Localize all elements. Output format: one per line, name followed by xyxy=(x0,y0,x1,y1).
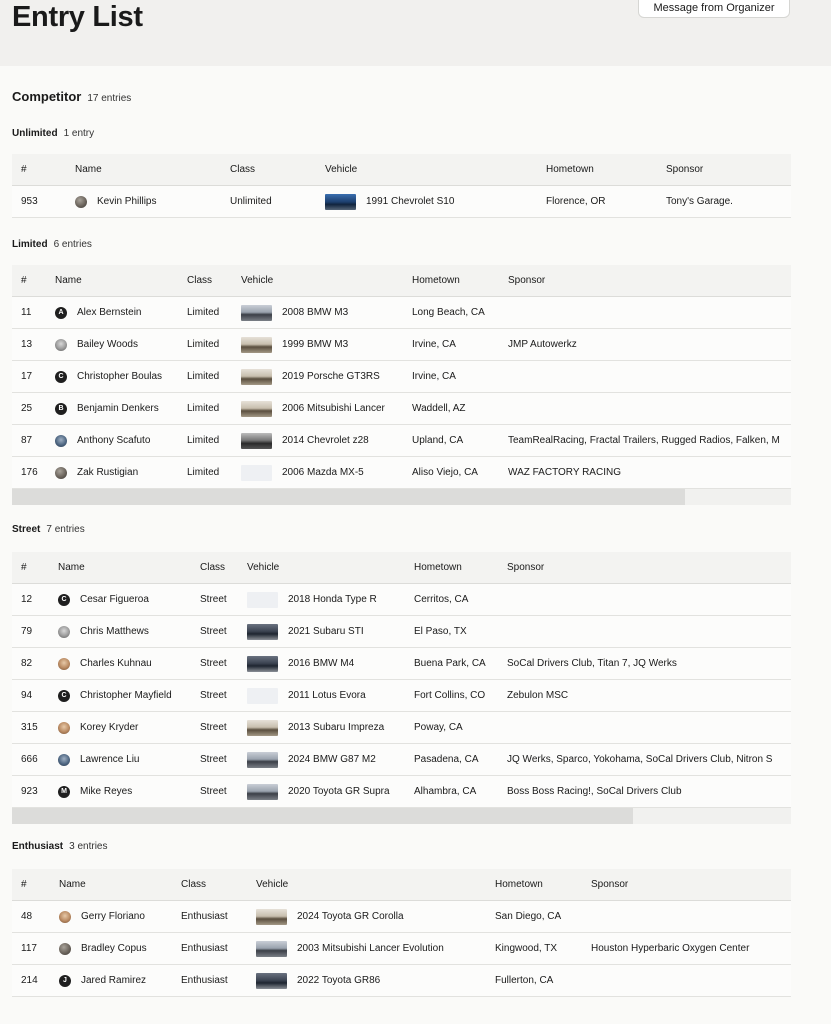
avatar xyxy=(75,196,87,208)
hometown: Kingwood, TX xyxy=(495,943,558,954)
section-count: 7 entries xyxy=(46,524,85,535)
vehicle-cell xyxy=(241,425,369,456)
table-row[interactable] xyxy=(12,393,791,425)
section-title xyxy=(12,841,107,852)
table-row[interactable] xyxy=(12,297,791,329)
entry-number: 214 xyxy=(21,975,38,986)
hometown: Fullerton, CA xyxy=(495,975,554,986)
driver-name[interactable]: Gerry Floriano xyxy=(81,911,145,922)
driver-name-cell[interactable] xyxy=(55,425,150,456)
hometown: Florence, OR xyxy=(546,196,606,207)
sponsor: Tony's Garage. xyxy=(666,196,733,207)
hometown: Alhambra, CA xyxy=(414,786,477,797)
entry-class: Limited xyxy=(187,467,220,478)
table-header xyxy=(12,265,791,297)
driver-name-cell[interactable] xyxy=(55,297,141,328)
column-header-sponsor[interactable]: Sponsor xyxy=(591,879,629,890)
avatar: C xyxy=(55,371,67,383)
avatar xyxy=(55,435,67,447)
hometown: Buena Park, CA xyxy=(414,658,486,669)
vehicle-name: 1999 BMW M3 xyxy=(282,339,349,350)
scrollbar-thumb[interactable] xyxy=(12,489,685,505)
page-header xyxy=(0,0,831,66)
vehicle-thumbnail xyxy=(247,656,278,672)
avatar: C xyxy=(58,690,70,702)
section-count: 6 entries xyxy=(53,239,92,250)
column-header-num[interactable]: # xyxy=(21,275,27,286)
section-title-label: Enthusiast xyxy=(12,841,64,852)
entry-class: Street xyxy=(200,754,227,765)
driver-name-cell[interactable] xyxy=(75,186,156,217)
entry-class: Enthusiast xyxy=(181,943,228,954)
section-title-label: Unlimited xyxy=(12,128,58,139)
horizontal-scrollbar[interactable] xyxy=(12,808,791,824)
table-row[interactable] xyxy=(12,584,791,616)
avatar: M xyxy=(58,786,70,798)
vehicle-thumbnail xyxy=(241,369,272,385)
table-row[interactable] xyxy=(12,933,791,965)
vehicle-cell xyxy=(256,965,380,996)
hometown: San Diego, CA xyxy=(495,911,562,922)
vehicle-thumbnail xyxy=(241,337,272,353)
entry-class: Limited xyxy=(187,307,220,318)
vehicle-cell xyxy=(241,297,348,328)
column-header-hometown[interactable]: Hometown xyxy=(495,879,543,890)
entry-class: Street xyxy=(200,658,227,669)
column-header-class[interactable]: Class xyxy=(187,275,213,286)
table-row[interactable] xyxy=(12,712,791,744)
competitor-heading xyxy=(12,89,131,104)
vehicle-cell xyxy=(325,186,454,217)
driver-name[interactable]: Zak Rustigian xyxy=(77,467,139,478)
sponsor: Zebulon MSC xyxy=(507,690,569,701)
vehicle-thumbnail xyxy=(241,305,272,321)
column-header-hometown[interactable]: Hometown xyxy=(546,164,594,175)
vehicle-cell xyxy=(241,361,380,392)
table-header xyxy=(12,154,791,186)
entry-number: 94 xyxy=(21,690,33,701)
entry-class: Limited xyxy=(187,339,220,350)
vehicle-thumbnail xyxy=(247,624,278,640)
avatar xyxy=(55,339,67,351)
entries-table xyxy=(12,552,791,808)
sponsor: JQ Werks, Sparco, Yokohama, SoCal Drivers Club, Nitron S xyxy=(507,754,773,765)
entry-number: 82 xyxy=(21,658,33,669)
entry-class: Street xyxy=(200,594,227,605)
vehicle-name: 2018 Honda Type R xyxy=(288,594,377,605)
table-header xyxy=(12,869,791,901)
entry-number: 25 xyxy=(21,403,33,414)
vehicle-thumbnail xyxy=(247,784,278,800)
hometown: Irvine, CA xyxy=(412,339,456,350)
hometown: Fort Collins, CO xyxy=(414,690,486,701)
entry-number: 87 xyxy=(21,435,33,446)
table-row[interactable] xyxy=(12,776,791,808)
entry-class: Street xyxy=(200,626,227,637)
hometown: Poway, CA xyxy=(414,722,463,733)
vehicle-thumbnail xyxy=(256,909,287,925)
vehicle-thumbnail xyxy=(247,688,278,704)
column-header-name[interactable]: Name xyxy=(59,879,86,890)
entries-table xyxy=(12,869,791,997)
entry-number: 923 xyxy=(21,786,38,797)
avatar: A xyxy=(55,307,67,319)
driver-name[interactable]: Christopher Boulas xyxy=(77,371,163,382)
message-from-organizer-button[interactable]: Message from Organizer xyxy=(638,0,790,18)
entry-class: Street xyxy=(200,690,227,701)
driver-name[interactable]: Bradley Copus xyxy=(81,943,147,954)
entry-number: 79 xyxy=(21,626,33,637)
hometown: Pasadena, CA xyxy=(414,754,479,765)
table-row[interactable] xyxy=(12,744,791,776)
vehicle-cell xyxy=(247,744,376,775)
driver-name-cell[interactable] xyxy=(58,648,152,679)
avatar xyxy=(58,754,70,766)
vehicle-cell xyxy=(247,616,364,647)
column-header-hometown[interactable]: Hometown xyxy=(412,275,460,286)
table-row[interactable] xyxy=(12,965,791,997)
column-header-sponsor[interactable]: Sponsor xyxy=(508,275,546,286)
avatar: C xyxy=(58,594,70,606)
table-header xyxy=(12,552,791,584)
hometown: Cerritos, CA xyxy=(414,594,469,605)
entry-number: 12 xyxy=(21,594,33,605)
column-header-class[interactable]: Class xyxy=(200,562,226,573)
avatar: J xyxy=(59,975,71,987)
driver-name-cell[interactable] xyxy=(55,393,159,424)
entry-number: 117 xyxy=(21,943,37,954)
vehicle-name: 2024 BMW G87 M2 xyxy=(288,754,376,765)
column-header-name[interactable]: Name xyxy=(75,164,102,175)
entries-table xyxy=(12,154,791,218)
sponsor: SoCal Drivers Club, Titan 7, JQ Werks xyxy=(507,658,677,669)
driver-name-cell[interactable] xyxy=(55,361,162,392)
section-title-label: Street xyxy=(12,524,41,535)
vehicle-name: 2014 Chevrolet z28 xyxy=(282,435,369,446)
vehicle-cell xyxy=(241,457,364,488)
column-header-num[interactable]: # xyxy=(21,562,27,573)
entry-class: Enthusiast xyxy=(181,911,228,922)
entry-number: 176 xyxy=(21,467,38,478)
vehicle-name: 2022 Toyota GR86 xyxy=(297,975,381,986)
vehicle-name: 2006 Mazda MX-5 xyxy=(282,467,364,478)
hometown: El Paso, TX xyxy=(414,626,467,637)
table-row[interactable] xyxy=(12,186,791,218)
column-header-num[interactable]: # xyxy=(21,164,27,175)
column-header-num[interactable]: # xyxy=(21,879,27,890)
column-header-sponsor[interactable]: Sponsor xyxy=(666,164,704,175)
vehicle-thumbnail xyxy=(241,401,272,417)
hometown: Long Beach, CA xyxy=(412,307,485,318)
driver-name-cell[interactable] xyxy=(59,933,147,964)
vehicle-cell xyxy=(241,329,348,360)
entry-class: Limited xyxy=(187,435,220,446)
column-header-vehicle[interactable]: Vehicle xyxy=(256,879,289,890)
entry-class: Street xyxy=(200,786,227,797)
driver-name[interactable]: Cesar Figueroa xyxy=(80,594,149,605)
vehicle-cell xyxy=(247,776,390,807)
vehicle-name: 1991 Chevrolet S10 xyxy=(366,196,455,207)
driver-name[interactable]: Christopher Mayfield xyxy=(80,690,172,701)
vehicle-cell xyxy=(247,680,366,711)
vehicle-cell xyxy=(256,933,444,964)
entries-table xyxy=(12,265,791,489)
entry-number: 17 xyxy=(21,371,33,382)
vehicle-name: 2011 Lotus Evora xyxy=(288,690,366,701)
vehicle-thumbnail xyxy=(325,194,356,210)
avatar xyxy=(59,911,71,923)
column-header-name[interactable]: Name xyxy=(58,562,85,573)
driver-name[interactable]: Charles Kuhnau xyxy=(80,658,152,669)
page-title: Entry List xyxy=(12,1,143,33)
avatar xyxy=(58,722,70,734)
section-title xyxy=(12,239,92,250)
hometown: Waddell, AZ xyxy=(412,403,466,414)
driver-name-cell[interactable] xyxy=(59,965,146,996)
driver-name[interactable]: Lawrence Liu xyxy=(80,754,140,765)
driver-name[interactable]: Chris Matthews xyxy=(80,626,149,637)
hometown: Irvine, CA xyxy=(412,371,456,382)
vehicle-thumbnail xyxy=(247,720,278,736)
avatar xyxy=(58,626,70,638)
column-header-hometown[interactable]: Hometown xyxy=(414,562,462,573)
entry-number: 953 xyxy=(21,196,38,207)
vehicle-name: 2006 Mitsubishi Lancer xyxy=(282,403,385,414)
driver-name-cell[interactable] xyxy=(58,616,149,647)
driver-name-cell[interactable] xyxy=(58,712,138,743)
column-header-name[interactable]: Name xyxy=(55,275,82,286)
table-row[interactable] xyxy=(12,616,791,648)
entry-number: 315 xyxy=(21,722,38,733)
driver-name-cell[interactable] xyxy=(58,680,172,711)
driver-name-cell[interactable] xyxy=(59,901,145,932)
sponsor: TeamRealRacing, Fractal Trailers, Rugged Radios, Falken, M xyxy=(508,435,780,446)
section-count: 1 entry xyxy=(63,128,95,139)
sponsor: WAZ FACTORY RACING xyxy=(508,467,621,478)
sponsor: Boss Boss Racing!, SoCal Drivers Club xyxy=(507,786,682,797)
avatar xyxy=(55,467,67,479)
driver-name[interactable]: Benjamin Denkers xyxy=(77,403,159,414)
avatar xyxy=(58,658,70,670)
vehicle-thumbnail xyxy=(241,433,272,449)
vehicle-name: 2020 Toyota GR Supra xyxy=(288,786,390,797)
entry-class: Limited xyxy=(187,403,220,414)
vehicle-name: 2008 BMW M3 xyxy=(282,307,349,318)
column-header-class[interactable]: Class xyxy=(230,164,256,175)
sponsor: JMP Autowerkz xyxy=(508,339,577,350)
avatar: B xyxy=(55,403,67,415)
vehicle-thumbnail xyxy=(247,752,278,768)
vehicle-name: 2003 Mitsubishi Lancer Evolution xyxy=(297,943,444,954)
vehicle-cell xyxy=(247,584,377,615)
driver-name[interactable]: Mike Reyes xyxy=(80,786,133,797)
driver-name[interactable]: Anthony Scafuto xyxy=(77,435,151,446)
driver-name-cell[interactable] xyxy=(58,584,149,615)
driver-name-cell[interactable] xyxy=(55,329,138,360)
vehicle-cell xyxy=(256,901,404,932)
section-title-label: Limited xyxy=(12,239,48,250)
column-header-sponsor[interactable]: Sponsor xyxy=(507,562,545,573)
driver-name[interactable]: Jared Ramirez xyxy=(81,975,147,986)
hometown: Aliso Viejo, CA xyxy=(412,467,478,478)
vehicle-name: 2016 BMW M4 xyxy=(288,658,355,669)
vehicle-name: 2019 Porsche GT3RS xyxy=(282,371,380,382)
vehicle-thumbnail xyxy=(256,973,287,989)
competitor-label: Competitor xyxy=(12,89,82,104)
column-header-vehicle[interactable]: Vehicle xyxy=(325,164,358,175)
entry-number: 666 xyxy=(21,754,38,765)
vehicle-thumbnail xyxy=(256,941,287,957)
column-header-vehicle[interactable]: Vehicle xyxy=(241,275,274,286)
table-row[interactable] xyxy=(12,361,791,393)
table-row[interactable] xyxy=(12,680,791,712)
column-header-vehicle[interactable]: Vehicle xyxy=(247,562,280,573)
hometown: Upland, CA xyxy=(412,435,464,446)
vehicle-name: 2013 Subaru Impreza xyxy=(288,722,385,733)
section-title xyxy=(12,524,85,535)
driver-name-cell[interactable] xyxy=(55,457,138,488)
competitor-count: 17 entries xyxy=(87,93,132,104)
table-row[interactable] xyxy=(12,901,791,933)
vehicle-name: 2024 Toyota GR Corolla xyxy=(297,911,404,922)
entry-class: Unlimited xyxy=(230,196,272,207)
driver-name[interactable]: Korey Kryder xyxy=(80,722,139,733)
section-title xyxy=(12,128,94,139)
entry-number: 48 xyxy=(21,911,33,922)
section-count: 3 entries xyxy=(69,841,108,852)
vehicle-thumbnail xyxy=(247,592,278,608)
vehicle-cell xyxy=(247,712,384,743)
vehicle-cell xyxy=(247,648,354,679)
driver-name-cell[interactable] xyxy=(58,776,132,807)
entry-class: Enthusiast xyxy=(181,975,228,986)
table-row[interactable] xyxy=(12,329,791,361)
entry-class: Street xyxy=(200,722,227,733)
table-row[interactable] xyxy=(12,425,791,457)
driver-name[interactable]: Bailey Woods xyxy=(77,339,138,350)
avatar xyxy=(59,943,71,955)
table-row[interactable] xyxy=(12,457,791,489)
driver-name[interactable]: Kevin Phillips xyxy=(97,196,157,207)
entry-number: 13 xyxy=(21,339,33,350)
vehicle-thumbnail xyxy=(241,465,272,481)
vehicle-name: 2021 Subaru STI xyxy=(288,626,364,637)
driver-name[interactable]: Alex Bernstein xyxy=(77,307,142,318)
driver-name-cell[interactable] xyxy=(58,744,139,775)
entry-number: 11 xyxy=(21,307,32,318)
sponsor: Houston Hyperbaric Oxygen Center xyxy=(591,943,750,954)
table-row[interactable] xyxy=(12,648,791,680)
column-header-class[interactable]: Class xyxy=(181,879,207,890)
horizontal-scrollbar[interactable] xyxy=(12,489,791,505)
vehicle-cell xyxy=(241,393,385,424)
scrollbar-thumb[interactable] xyxy=(12,808,633,824)
entry-class: Limited xyxy=(187,371,220,382)
